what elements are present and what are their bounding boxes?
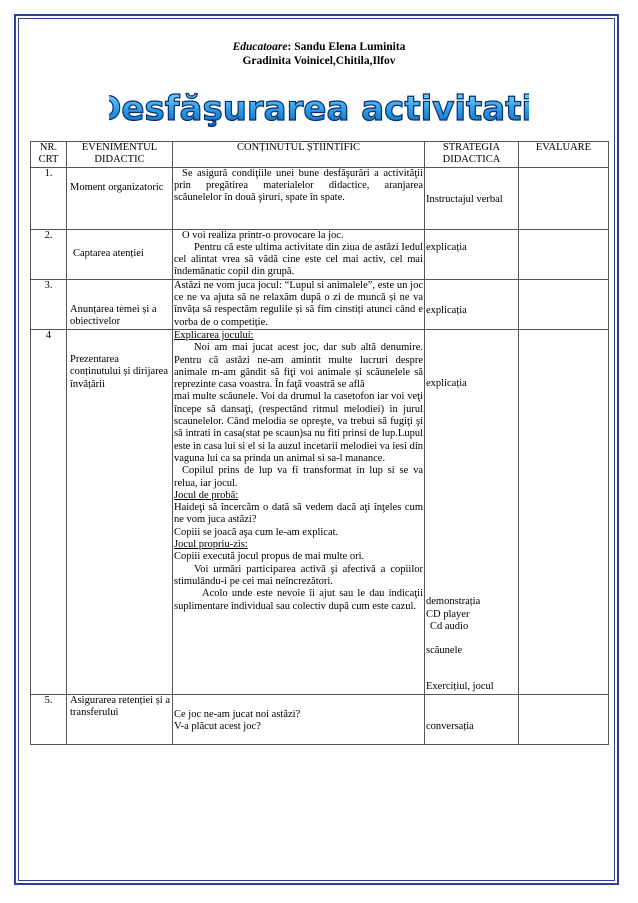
strategy-label: explicația [426,241,467,253]
header-content: CONȚINUTUL ȘTIINTIFIC [173,142,425,168]
row-eval [519,279,609,329]
document-title [0,82,638,137]
school-name: Gradinita Voinicel,Chitila,Ilfov [242,55,396,67]
table-row [31,167,609,229]
row-number: 1. [31,167,67,229]
event-label: Moment organizatoric [70,181,164,193]
content-paragraph: Astăzi ne vom juca jocul: “Lupul si animalele”, este un joc ce ne va ajuta să ne relaxăm după o zi de muncă și ne va învăța să respectăm regulile și să fim cinstiți atunci când e vorba de o competiție. [174,279,423,328]
educator-line [0,40,638,54]
table-row [31,229,609,279]
strategy-label: Instructajul verbal [426,193,503,205]
row-content [173,694,425,744]
strategy-label: Cd audio [430,620,469,632]
content-paragraph: Ce joc ne-am jucat noi astăzi? [174,708,301,720]
row-content [173,279,425,329]
content-paragraph: V-a plăcut acest joc? [174,721,261,733]
row-event [67,329,173,694]
content-paragraph: Noi am mai jucat acest joc, dar sub altă denumire. Pentru că astăzi ne-am amintit multe lucruri despre animale m-am gândit să fiţi voi animale și scăunelele să reprezinte casa voastra. În faţă voastră se află [174,342,423,391]
row-eval [519,694,609,744]
strategy-label: explicația [426,304,467,316]
row-eval [519,329,609,694]
strategy-label: demonstrația [426,596,481,608]
row-content [173,167,425,229]
document-header [0,40,638,68]
activity-table [30,141,609,745]
section-heading: Explicarea jocului: [174,329,254,341]
row-number: 3. [31,279,67,329]
content-paragraph: Haideţi să încercăm o dată să vedem dacă aţi înţeles cum ne vom juca astăzi? [174,502,423,526]
strategy-label: CD player [426,608,470,620]
educator-role-label: Educatoare [232,41,288,53]
row-event [67,229,173,279]
row-eval [519,229,609,279]
event-label: Captarea atenției [73,248,144,260]
row-number: 2. [31,229,67,279]
row-eval [519,167,609,229]
row-strategy [425,694,519,744]
section-heading: Jocul propriu-zis: [174,539,248,551]
row-strategy [425,329,519,694]
content-paragraph: Acolo unde este nevoie îi ajut sau le dau indicaţii suplimentare individual sau colectiv după cum este cazul. [174,588,423,612]
header-eval: EVALUARE [519,142,609,168]
strategy-label: conversația [426,720,474,732]
row-event [67,694,173,744]
event-label: Anunțarea temei și a obiectivelor [70,303,157,328]
table-row [31,279,609,329]
row-event [67,167,173,229]
content-paragraph: mai multe scăunele. Voi da drumul la casetofon iar voi veţi începe să dansaţi, (respectând ritmul melodiei) in jurul scaunelelor. Când melodia se opreşte, va trebui să fugiţi şi să intrati in casa(stat pe scaun)sa nu fiti prinsi de lup.Lupul este in casa lui si el si la auzul incetarii melodiei va iesi din vaguna lui ca sa prinda un animal si sa-l manance. [174,391,423,464]
content-paragraph: Pentru că este ultima activitate din ziua de astăzi Iedul cel alintat vrea să vădă cine este cel mai activ, cel mai îndemânatic copil din grupă. [174,241,423,278]
strategy-label: Exercițiul, jocul [426,681,494,693]
table-header-row [31,142,609,168]
strategy-label: scăunele [426,645,463,657]
row-number: 4 [31,329,67,694]
strategy-label: explicația [426,377,467,389]
row-number: 5. [31,694,67,744]
content-paragraph: Copiii execută jocul propus de mai multe ori. [174,551,365,563]
title-wordart [109,82,529,132]
row-strategy [425,167,519,229]
row-content [173,229,425,279]
content-paragraph: Voi urmări participarea activă şi afectivă a copiilor stimulându-i pe cei mai neîncrezători. [174,563,423,587]
row-event [67,279,173,329]
row-strategy [425,279,519,329]
content-paragraph: Copiii se joacă aşa cum le-am explicat. [174,526,339,538]
content-paragraph: Copilul prins de lup va fi transformat in lup si se va relua, iar jocul. [174,465,423,489]
educator-name: : Sandu Elena Luminita [287,41,406,53]
header-nr: NR. CRT [31,142,67,168]
event-label: Prezentarea conținutului și dirijarea învățării [70,353,168,390]
event-label: Asigurarea retenției și a transferului [70,694,170,719]
content-paragraph: Se asigură condiţiile unei bune desfăşurări a activităţii prin pregătirea materialelor didactice, aranjarea scăunelelor în două şiruri, spate în spate. [174,167,423,204]
row-strategy [425,229,519,279]
title-text: Desfăşurarea activitatii [109,89,529,129]
content-paragraph: O voi realiza printr-o provocare la joc. [182,229,344,241]
header-event: EVENIMENTUL DIDACTIC [67,142,173,168]
header-strategy: STRATEGIA DIDACTICA [425,142,519,168]
table-row [31,329,609,694]
section-heading: Jocul de probă: [174,489,239,501]
table-row [31,694,609,744]
row-content [173,329,425,694]
